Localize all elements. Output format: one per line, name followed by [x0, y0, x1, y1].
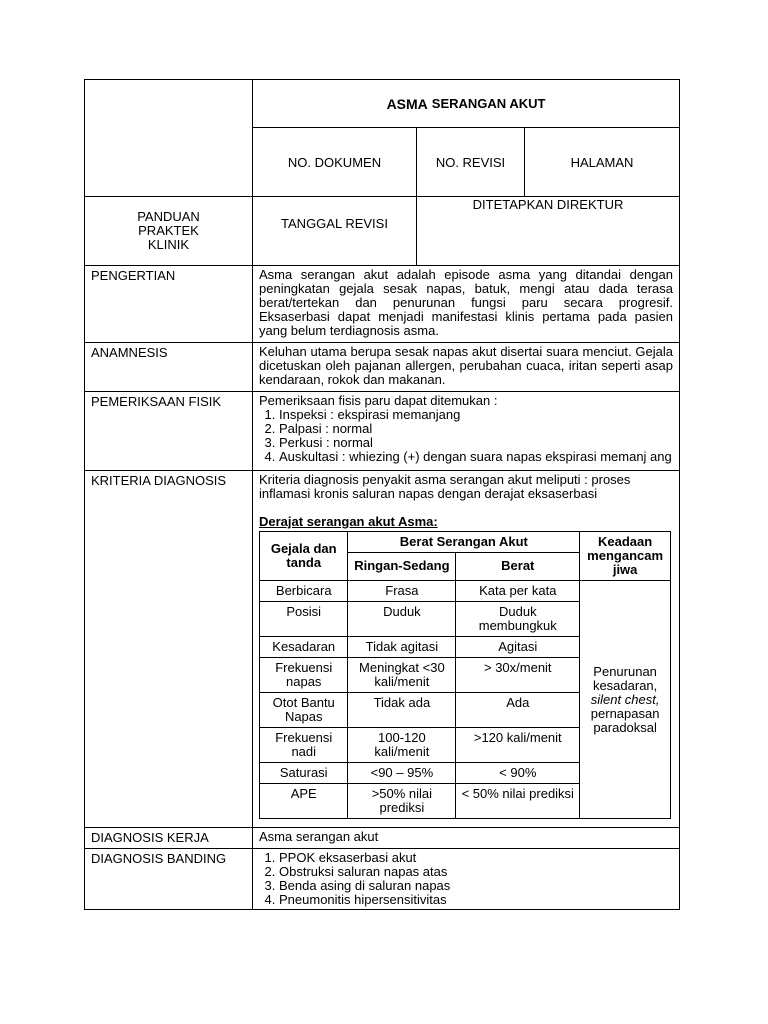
- text-pengertian: Asma serangan akut adalah episode asma yang ditandai dengan peningkatan gejala sesak napas, batuk, mengi atau dada terasa berat/tertekan dan penurunan fungsi paru secara progresif. Eksaserbasi dapat menjadi manifestasi klinis pertama pada pasien yang belum terdiagnosis asma.: [259, 267, 673, 338]
- document-header: [85, 80, 679, 265]
- cell-gejala: Otot Bantu Napas: [260, 693, 348, 728]
- cell-ringan: >50% nilai prediksi: [348, 784, 456, 819]
- pemeriksaan-intro: Pemeriksaan fisis paru dapat ditemukan :: [259, 393, 498, 408]
- label-pengertian: PENGERTIAN: [85, 266, 253, 342]
- no-revisi: NO. REVISI: [417, 128, 525, 196]
- cell-ringan: <90 – 95%: [348, 763, 456, 784]
- col-berat-group: Berat Serangan Akut: [348, 532, 580, 553]
- cell-berat: Agitasi: [456, 637, 580, 658]
- label-anamnesis: ANAMNESIS: [85, 343, 253, 391]
- list-item: 2. Palpasi : normal: [279, 422, 673, 436]
- list-item: 2. Obstruksi saluran napas atas: [279, 865, 673, 879]
- row-diagnosis-kerja: [85, 827, 679, 848]
- klinik-line: KLINIK: [147, 237, 190, 252]
- cell-keadaan: [580, 581, 671, 819]
- no-dokumen: NO. DOKUMEN: [253, 128, 417, 196]
- cell-berat: > 30x/menit: [456, 658, 580, 693]
- doc-info-row: [253, 128, 679, 197]
- label-pemeriksaan-fisik: PEMERIKSAAN FISIK: [85, 392, 253, 470]
- list-item: 4. Pneumonitis hipersensitivitas: [279, 893, 673, 907]
- table-row: [260, 581, 671, 602]
- cell-berat: >120 kali/menit: [456, 728, 580, 763]
- list-item: 3. Benda asing di saluran napas: [279, 879, 673, 893]
- revision-row: [253, 197, 679, 265]
- col-gejala: Gejala dan tanda: [260, 532, 348, 581]
- cell-berat: Kata per kata: [456, 581, 580, 602]
- panduan-line: PANDUAN: [137, 209, 200, 224]
- cell-berat: < 90%: [456, 763, 580, 784]
- keadaan-line-2: silent chest,: [590, 691, 660, 707]
- cell-gejala: Berbicara: [260, 581, 348, 602]
- cell-gejala: Frekuensi nadi: [260, 728, 348, 763]
- cell-ringan: Duduk: [348, 602, 456, 637]
- header-right: [253, 80, 679, 265]
- row-anamnesis: [85, 342, 679, 391]
- document-table: [84, 79, 680, 910]
- title-rest: SERANGAN AKUT: [431, 96, 546, 111]
- row-pengertian: [85, 265, 679, 342]
- label-kriteria-diagnosis: KRITERIA DIAGNOSIS: [85, 471, 253, 827]
- tanggal-revisi: TANGGAL REVISI: [253, 197, 417, 265]
- cell-ringan: Tidak agitasi: [348, 637, 456, 658]
- kriteria-text: Kriteria diagnosis penyakit asma serangan akut meliputi : proses inflamasi kronis saluran napas dengan derajat eksaserbasi: [259, 472, 631, 501]
- content-diagnosis-banding: [253, 849, 679, 909]
- list-item: 1. PPOK eksaserbasi akut: [279, 851, 673, 865]
- cell-gejala: Posisi: [260, 602, 348, 637]
- row-pemeriksaan-fisik: [85, 391, 679, 470]
- content-pemeriksaan-fisik: [253, 392, 679, 470]
- col-berat: Berat: [456, 553, 580, 581]
- text-anamnesis: Keluhan utama berupa sesak napas akut disertai suara menciut. Gejala dicetuskan oleh pajanan allergen, perubahan cuaca, iritan seperti asap kendaraan, rokok dan makanan.: [259, 344, 673, 387]
- cell-gejala: APE: [260, 784, 348, 819]
- diagnosis-banding-list: [259, 851, 673, 907]
- header-left: [85, 80, 253, 265]
- derajat-title: Derajat serangan akut Asma:: [259, 514, 438, 529]
- cell-ringan: Frasa: [348, 581, 456, 602]
- panduan-praktek-klinik: [85, 197, 252, 265]
- pemeriksaan-list: [259, 408, 673, 464]
- text-diagnosis-kerja: Asma serangan akut: [259, 829, 379, 844]
- logo-area: [85, 80, 252, 197]
- list-item: 1. Inspeksi : ekspirasi memanjang: [279, 408, 673, 422]
- cell-gejala: Kesadaran: [260, 637, 348, 658]
- derajat-table: [259, 531, 671, 819]
- label-diagnosis-kerja: DIAGNOSIS KERJA: [85, 828, 253, 848]
- title-main: ASMA: [386, 95, 428, 112]
- halaman: HALAMAN: [570, 154, 634, 170]
- cell-ringan: Meningkat <30 kali/menit: [348, 658, 456, 693]
- cell-ringan: 100-120 kali/menit: [348, 728, 456, 763]
- col-ringan: Ringan-Sedang: [348, 553, 456, 581]
- cell-gejala: Frekuensi napas: [260, 658, 348, 693]
- document-title: [253, 80, 679, 128]
- keadaan-line-1: Penurunan kesadaran,: [592, 663, 658, 693]
- cell-gejala: Saturasi: [260, 763, 348, 784]
- list-item: 4. Auskultasi : whiezing (+) dengan suara napas ekspirasi memanj ang: [279, 450, 673, 464]
- label-diagnosis-banding: DIAGNOSIS BANDING: [85, 849, 253, 909]
- list-item: 3. Perkusi : normal: [279, 436, 673, 450]
- ditetapkan-direktur: DITETAPKAN DIREKTUR: [472, 197, 624, 212]
- row-kriteria-diagnosis: [85, 470, 679, 827]
- row-diagnosis-banding: [85, 848, 679, 909]
- cell-berat: Ada: [456, 693, 580, 728]
- praktek-line: PRAKTEK: [138, 223, 199, 238]
- cell-ringan: Tidak ada: [348, 693, 456, 728]
- cell-berat: Duduk membungkuk: [456, 602, 580, 637]
- col-keadaan: Keadaan mengancam jiwa: [580, 532, 671, 581]
- content-kriteria-diagnosis: [253, 471, 679, 827]
- cell-berat: < 50% nilai prediksi: [456, 784, 580, 819]
- keadaan-line-3: pernapasan paradoksal: [590, 705, 660, 735]
